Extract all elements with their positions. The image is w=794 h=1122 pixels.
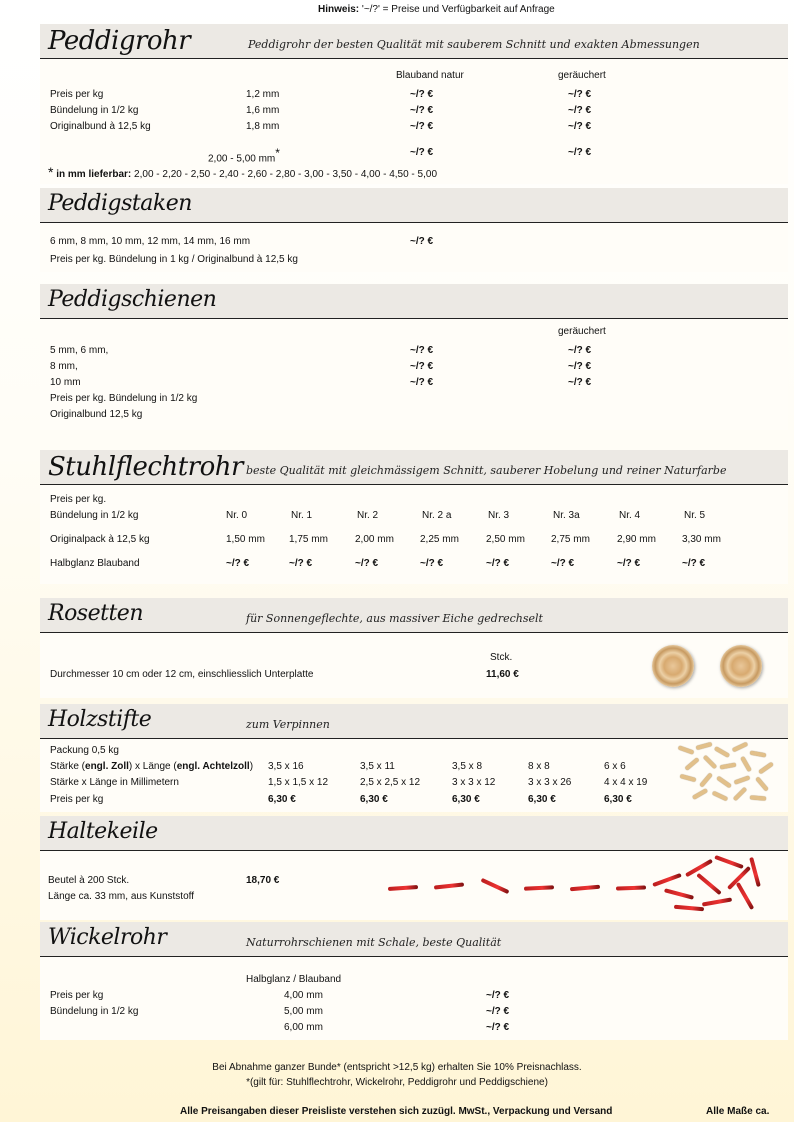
stuhlflechtrohr-nr: Nr. 2 bbox=[357, 510, 379, 521]
label-part-bold: engl. Achtelzoll bbox=[176, 761, 250, 772]
peddigrohr-col2-head: geräuchert bbox=[558, 70, 606, 81]
wedge bbox=[524, 885, 554, 891]
peddigstaken-header bbox=[40, 188, 788, 223]
holzstifte-subtitle: zum Verpinnen bbox=[246, 718, 330, 731]
measures-note: Alle Maße ca. bbox=[706, 1106, 770, 1117]
peddigrohr-row-price2: ~/? € bbox=[568, 121, 592, 132]
rosetten-label: Durchmesser 10 cm oder 12 cm, einschliesslich Unterplatte bbox=[50, 669, 314, 680]
pin bbox=[750, 751, 766, 758]
peddigschienen-row-price2: ~/? € bbox=[568, 361, 592, 372]
wickelrohr-subtitle: Naturrohrschienen mit Schale, beste Qualität bbox=[246, 936, 502, 949]
discount-note: Bei Abnahme ganzer Bunde* (entspricht >12,5 kg) erhalten Sie 10% Preisnachlass. bbox=[212, 1062, 582, 1073]
pin bbox=[696, 742, 712, 750]
pin bbox=[755, 777, 768, 792]
holzstifte-mm: 3 x 3 x 26 bbox=[528, 777, 572, 788]
wedge bbox=[652, 873, 682, 887]
stuhlflechtrohr-label: Originalpack à 12,5 kg bbox=[50, 534, 150, 545]
stuhlflechtrohr-price: ~/? € bbox=[226, 558, 250, 569]
stuhlflechtrohr-price: ~/? € bbox=[420, 558, 444, 569]
wickelrohr-col-head: Halbglanz / Blauband bbox=[246, 974, 342, 985]
peddigrohr-row-size: 1,2 mm bbox=[246, 89, 280, 100]
peddigrohr-row-price1: ~/? € bbox=[410, 89, 434, 100]
wickelrohr-band bbox=[40, 956, 788, 1040]
label-part: ) x Länge ( bbox=[128, 761, 177, 772]
wickelrohr-size: 5,00 mm bbox=[284, 1006, 323, 1017]
holzstifte-row-mm-label: Stärke x Länge in Millimetern bbox=[50, 777, 179, 788]
peddigrohr-range-price2: ~/? € bbox=[568, 147, 592, 158]
pin bbox=[733, 787, 747, 801]
rosette-image bbox=[652, 645, 694, 687]
stuhlflechtrohr-nr: Nr. 3 bbox=[488, 510, 510, 521]
holzstifte-row-price-label: Preis per kg bbox=[50, 794, 104, 805]
wickelrohr-size: 4,00 mm bbox=[284, 990, 323, 1001]
wickelrohr-price: ~/? € bbox=[486, 1022, 510, 1033]
holzstifte-zoll: 3,5 x 8 bbox=[452, 761, 483, 772]
wedges-image bbox=[384, 856, 774, 920]
wooden-pins-image bbox=[674, 742, 778, 808]
holzstifte-price: 6,30 € bbox=[452, 794, 480, 805]
holzstifte-price: 6,30 € bbox=[528, 794, 556, 805]
wedge bbox=[664, 888, 694, 900]
stuhlflechtrohr-label: Bündelung in 1/2 kg bbox=[50, 510, 139, 521]
pin bbox=[685, 757, 700, 770]
peddigrohr-footnote bbox=[48, 164, 437, 180]
peddigschienen-row-price1: ~/? € bbox=[410, 361, 434, 372]
holzstifte-price: 6,30 € bbox=[268, 794, 296, 805]
peddigrohr-header bbox=[40, 24, 788, 59]
label-part: Stärke ( bbox=[50, 761, 86, 772]
stuhlflechtrohr-size: 2,50 mm bbox=[486, 534, 525, 545]
stuhlflechtrohr-nr: Nr. 3a bbox=[553, 510, 580, 521]
holzstifte-zoll: 6 x 6 bbox=[604, 761, 626, 772]
stuhlflechtrohr-price: ~/? € bbox=[551, 558, 575, 569]
peddigschienen-info: Originalbund 12,5 kg bbox=[50, 409, 143, 420]
pin bbox=[712, 791, 728, 801]
peddigschienen-row-price1: ~/? € bbox=[410, 345, 434, 356]
hint-line bbox=[318, 4, 555, 15]
peddigrohr-row-label: Originalbund à 12,5 kg bbox=[50, 121, 151, 132]
label-part-bold: engl. Zoll bbox=[85, 761, 129, 772]
pin bbox=[732, 742, 748, 752]
peddigschienen-band bbox=[40, 318, 788, 430]
stuhlflechtrohr-price: ~/? € bbox=[682, 558, 706, 569]
peddigschienen-row-price2: ~/? € bbox=[568, 345, 592, 356]
holzstifte-header bbox=[40, 704, 788, 739]
haltekeile-bag: Beutel à 200 Stck. bbox=[48, 875, 130, 886]
hint-text: '~/?' = Preise und Verfügbarkeit auf Anfrage bbox=[361, 4, 555, 15]
stuhlflechtrohr-label: Preis per kg. bbox=[50, 494, 107, 505]
pin bbox=[740, 756, 751, 772]
stuhlflechtrohr-label: Halbglanz Blauband bbox=[50, 558, 140, 569]
peddigrohr-row-price2: ~/? € bbox=[568, 105, 592, 116]
pin bbox=[678, 745, 694, 754]
stuhlflechtrohr-size: 2,00 mm bbox=[355, 534, 394, 545]
stuhlflechtrohr-nr: Nr. 2 a bbox=[422, 510, 452, 521]
pin bbox=[750, 795, 766, 800]
holzstifte-mm: 2,5 x 2,5 x 12 bbox=[360, 777, 421, 788]
peddigschienen-title: Peddigschienen bbox=[48, 287, 217, 312]
rosetten-unit: Stck. bbox=[490, 652, 513, 663]
holzstifte-price: 6,30 € bbox=[360, 794, 388, 805]
pin bbox=[758, 762, 773, 774]
pin bbox=[699, 773, 712, 788]
holzstifte-price: 6,30 € bbox=[604, 794, 632, 805]
peddigrohr-row-price2: ~/? € bbox=[568, 89, 592, 100]
wedge bbox=[674, 905, 704, 912]
holzstifte-title: Holzstifte bbox=[48, 707, 152, 732]
peddigstaken-info: Preis per kg. Bündelung in 1 kg / Originalbund à 12,5 kg bbox=[50, 254, 298, 265]
peddigrohr-subtitle: Peddigrohr der besten Qualität mit sauberem Schnitt und exakten Abmessungen bbox=[248, 38, 700, 51]
pin bbox=[720, 763, 736, 770]
stuhlflechtrohr-price: ~/? € bbox=[617, 558, 641, 569]
stuhlflechtrohr-price: ~/? € bbox=[289, 558, 313, 569]
holzstifte-mm: 3 x 3 x 12 bbox=[452, 777, 496, 788]
peddigschienen-info: Preis per kg. Bündelung in 1/2 kg bbox=[50, 393, 198, 404]
pin bbox=[714, 746, 730, 757]
wickelrohr-price: ~/? € bbox=[486, 1006, 510, 1017]
stuhlflechtrohr-header bbox=[40, 450, 788, 485]
peddigschienen-row-price2: ~/? € bbox=[568, 377, 592, 388]
wickelrohr-label: Preis per kg bbox=[50, 990, 104, 1001]
rosetten-price: 11,60 € bbox=[486, 669, 519, 680]
rosetten-header bbox=[40, 598, 788, 633]
holzstifte-zoll: 8 x 8 bbox=[528, 761, 550, 772]
label-part: ) bbox=[249, 761, 254, 772]
stuhlflechtrohr-nr: Nr. 5 bbox=[684, 510, 706, 521]
peddigstaken-title: Peddigstaken bbox=[48, 191, 192, 216]
stuhlflechtrohr-nr: Nr. 1 bbox=[291, 510, 313, 521]
peddigschienen-row-price1: ~/? € bbox=[410, 377, 434, 388]
stuhlflechtrohr-size: 3,30 mm bbox=[682, 534, 721, 545]
peddigstaken-price: ~/? € bbox=[410, 236, 434, 247]
stuhlflechtrohr-nr: Nr. 0 bbox=[226, 510, 248, 521]
haltekeile-price: 18,70 € bbox=[246, 875, 280, 886]
haltekeile-header bbox=[40, 816, 788, 851]
peddigrohr-row-price1: ~/? € bbox=[410, 121, 434, 132]
holzstifte-row-zoll-label bbox=[50, 761, 253, 772]
peddigstaken-sizes: 6 mm, 8 mm, 10 mm, 12 mm, 14 mm, 16 mm bbox=[50, 236, 251, 247]
stuhlflechtrohr-size: 1,75 mm bbox=[289, 534, 328, 545]
stuhlflechtrohr-price: ~/? € bbox=[486, 558, 510, 569]
holzstifte-pack: Packung 0,5 kg bbox=[50, 745, 119, 756]
peddigschienen-row-label: 10 mm bbox=[50, 377, 81, 388]
peddigrohr-row-label: Preis per kg bbox=[50, 89, 104, 100]
peddigrohr-row-price1: ~/? € bbox=[410, 105, 434, 116]
pin bbox=[716, 776, 731, 788]
peddigrohr-range bbox=[208, 146, 280, 164]
wickelrohr-size: 6,00 mm bbox=[284, 1022, 323, 1033]
peddigrohr-row-size: 1,6 mm bbox=[246, 105, 280, 116]
rosetten-title: Rosetten bbox=[48, 601, 143, 626]
wedge bbox=[736, 882, 754, 910]
peddigrohr-col1-head: Blauband natur bbox=[396, 70, 464, 81]
stuhlflechtrohr-size: 2,25 mm bbox=[420, 534, 459, 545]
wedge bbox=[481, 878, 510, 894]
peddigschienen-row-label: 8 mm, bbox=[50, 361, 78, 372]
peddigrohr-row-label: Bündelung in 1/2 kg bbox=[50, 105, 139, 116]
wedge bbox=[434, 882, 464, 889]
haltekeile-length: Länge ca. 33 mm, aus Kunststoff bbox=[48, 891, 195, 902]
wedge bbox=[616, 885, 646, 890]
wickelrohr-label: Bündelung in 1/2 kg bbox=[50, 1006, 139, 1017]
holzstifte-zoll: 3,5 x 16 bbox=[268, 761, 304, 772]
pin bbox=[703, 755, 717, 769]
peddigrohr-range-text: 2,00 - 5,00 mm bbox=[208, 153, 276, 165]
rosette-image bbox=[720, 645, 762, 687]
wedge bbox=[570, 885, 600, 892]
wedge bbox=[702, 897, 732, 906]
peddigrohr-range-price1: ~/? € bbox=[410, 147, 434, 158]
vat-note: Alle Preisangaben dieser Preisliste verstehen sich zuzügl. MwSt., Verpackung und Versand bbox=[180, 1106, 613, 1117]
peddigschienen-col2-head: geräuchert bbox=[558, 326, 606, 337]
rosetten-subtitle: für Sonnengeflechte, aus massiver Eiche gedrechselt bbox=[246, 612, 543, 625]
wedge bbox=[749, 857, 761, 887]
holzstifte-mm: 4 x 4 x 19 bbox=[604, 777, 648, 788]
wickelrohr-header bbox=[40, 922, 788, 957]
peddigrohr-title: Peddigrohr bbox=[48, 26, 191, 56]
stuhlflechtrohr-subtitle: beste Qualität mit gleichmässigem Schnitt, sauberer Hobelung und reiner Naturfarbe bbox=[246, 464, 727, 477]
pin bbox=[734, 775, 750, 784]
discount-footnote: *(gilt für: Stuhlflechtrohr, Wickelrohr, Peddigrohr und Peddigschiene) bbox=[246, 1077, 548, 1088]
wedge bbox=[714, 855, 744, 869]
stuhlflechtrohr-price: ~/? € bbox=[355, 558, 379, 569]
pin bbox=[680, 774, 696, 782]
stuhlflechtrohr-title: Stuhlflechtrohr bbox=[48, 452, 243, 482]
wedge bbox=[388, 885, 418, 891]
footnote-text: 2,00 - 2,20 - 2,50 - 2,40 - 2,60 - 2,80 - 3,00 - 3,50 - 4,00 - 4,50 - 5,00 bbox=[134, 169, 438, 180]
stuhlflechtrohr-size: 2,75 mm bbox=[551, 534, 590, 545]
stuhlflechtrohr-size: 2,90 mm bbox=[617, 534, 656, 545]
footnote-star: * bbox=[48, 164, 54, 180]
footnote-label: in mm lieferbar: bbox=[56, 169, 132, 180]
peddigschienen-row-label: 5 mm, 6 mm, bbox=[50, 345, 109, 356]
peddigschienen-header bbox=[40, 284, 788, 319]
wickelrohr-price: ~/? € bbox=[486, 990, 510, 1001]
holzstifte-mm: 1,5 x 1,5 x 12 bbox=[268, 777, 329, 788]
wedge bbox=[696, 873, 722, 895]
stuhlflechtrohr-band bbox=[40, 484, 788, 584]
stuhlflechtrohr-nr: Nr. 4 bbox=[619, 510, 641, 521]
holzstifte-zoll: 3,5 x 11 bbox=[360, 761, 395, 772]
wickelrohr-title: Wickelrohr bbox=[48, 925, 167, 950]
haltekeile-title: Haltekeile bbox=[48, 819, 158, 844]
pin bbox=[692, 788, 708, 799]
peddigrohr-row-size: 1,8 mm bbox=[246, 121, 280, 132]
stuhlflechtrohr-size: 1,50 mm bbox=[226, 534, 265, 545]
peddigrohr-range-star: * bbox=[275, 146, 280, 160]
hint-label: Hinweis: bbox=[318, 4, 360, 15]
